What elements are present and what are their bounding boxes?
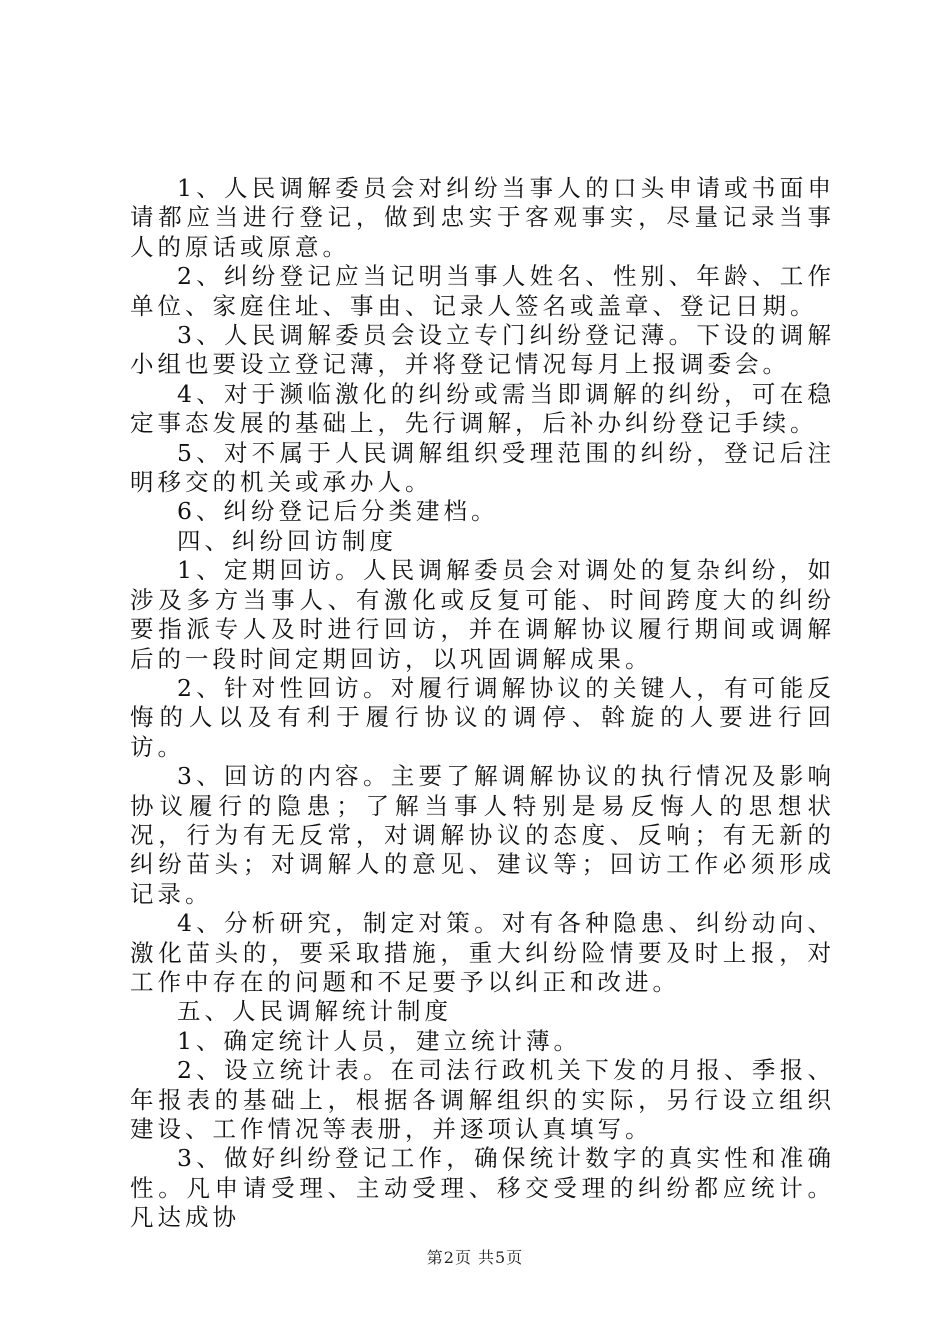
- paragraph-6: 6、纠纷登记后分类建档。: [177, 497, 499, 526]
- paragraph-2: 2、纠纷登记应当记明当事人姓名、性别、年龄、工作单位、家庭住址、事由、记录人签名或盖章、登记日期。: [130, 262, 835, 320]
- paragraph-4: 4、对于濒临激化的纠纷或需当即调解的纠纷，可在稳定事态发展的基础上，先行调解，后补办纠纷登记手续。: [130, 379, 835, 438]
- page-footer: 第2页 共5页: [426, 1248, 524, 1267]
- paragraph-7: 1、定期回访。人民调解委员会对调处的复杂纠纷，如涉及多方当事人、有激化或反复可能、时间跨度大的纠纷要指派专人及时进行回访，并在调解协议履行期间或调解后的一段时间定期回访，以巩固调解成果。: [130, 556, 835, 673]
- paragraph-11: 1、确定统计人员，建立统计薄。: [177, 1026, 581, 1055]
- paragraph-13: 3、做好纠纷登记工作，确保统计数字的真实性和准确性。凡申请受理、主动受理、移交受理的纠纷都应统计。凡达成协: [130, 1144, 835, 1232]
- document-body: [130, 174, 835, 1233]
- paragraph-8: 2、针对性回访。对履行调解协议的关键人，有可能反悔的人以及有利于履行协议的调停、斡旋的人要进行回访。: [130, 673, 835, 761]
- paragraph-1: 1、人民调解委员会对纠纷当事人的口头申请或书面申请都应当进行登记，做到忠实于客观事实，尽量记录当事人的原话或原意。: [130, 174, 835, 261]
- section-heading-5: 五、人民调解统计制度: [177, 997, 452, 1026]
- paragraph-9: 3、回访的内容。主要了解调解协议的执行情况及影响协议履行的隐患；了解当事人特别是易反悔人的思想状况，行为有无反常，对调解协议的态度、反响；有无新的纠纷苗头；对调解人的意见、建议等；回访工作必须形成记录。: [130, 762, 835, 908]
- paragraph-3: 3、人民调解委员会设立专门纠纷登记薄。下设的调解小组也要设立登记薄，并将登记情况每月上报调委会。: [130, 321, 835, 379]
- paragraph-5: 5、对不属于人民调解组织受理范围的纠纷，登记后注明移交的机关或承办人。: [130, 438, 835, 497]
- section-heading-4: 四、纠纷回访制度: [177, 526, 397, 555]
- paragraph-10: 4、分析研究，制定对策。对有各种隐患、纠纷动向、激化苗头的，要采取措施，重大纠纷险情要及时上报，对工作中存在的问题和不足要予以纠正和改进。: [130, 909, 835, 996]
- paragraph-12: 2、设立统计表。在司法行政机关下发的月报、季报、年报表的基础上，根据各调解组织的实际，另行设立组织建设、工作情况等表册，并逐项认真填写。: [130, 1056, 835, 1143]
